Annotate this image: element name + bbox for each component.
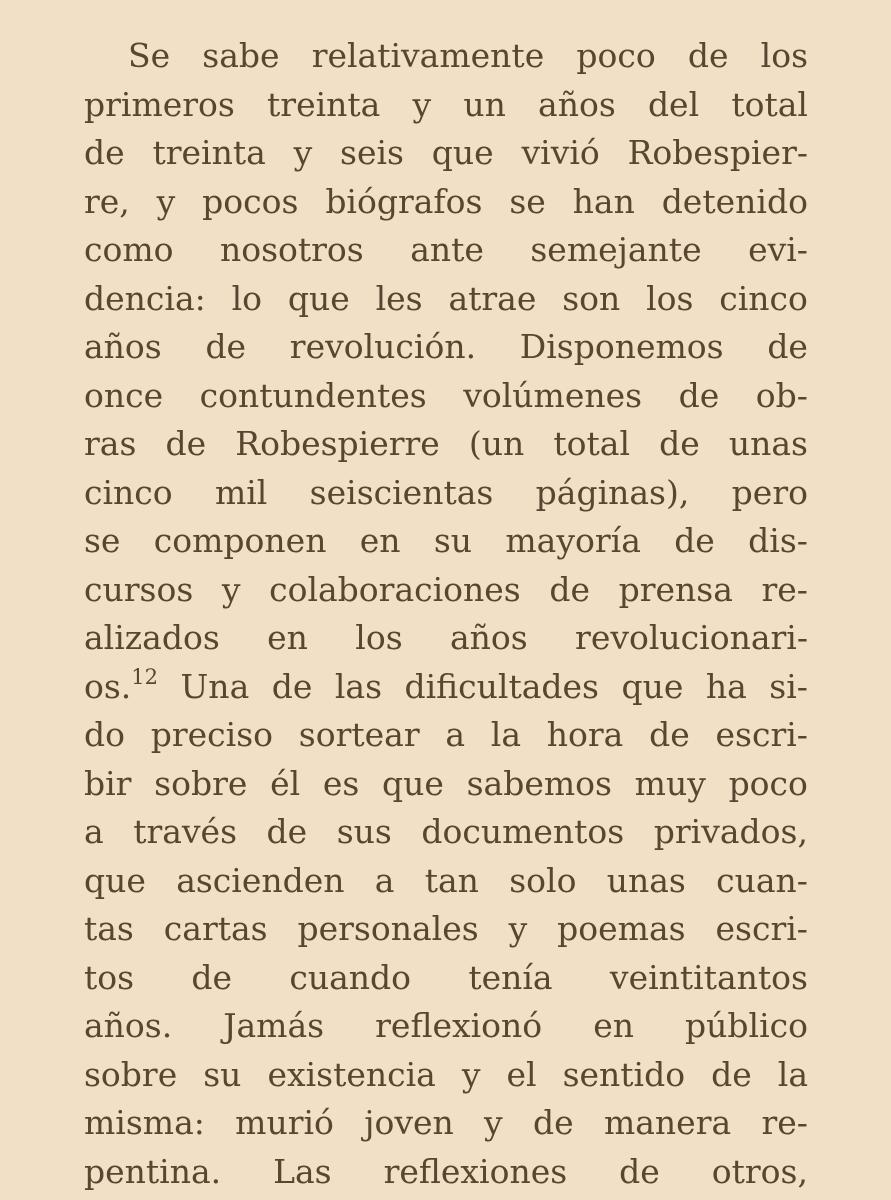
word: dis- (748, 521, 808, 560)
word: que (84, 860, 146, 900)
word: contundentes (199, 375, 427, 415)
text-line (84, 1051, 808, 1100)
word: a (84, 812, 104, 851)
word: preciso (150, 715, 274, 754)
word: de (649, 715, 690, 754)
word: cinco (719, 278, 808, 318)
word: total (731, 84, 808, 124)
word: (un (468, 424, 525, 463)
word: biógrafos (325, 181, 483, 221)
word-with-footnote (84, 663, 158, 712)
word: tas (84, 909, 134, 948)
word: privados, (653, 812, 808, 851)
word: unas (606, 860, 686, 900)
word: treinta (152, 133, 266, 172)
word: reflexionó (375, 1006, 543, 1045)
text-line (84, 129, 808, 178)
word: el (506, 1054, 537, 1094)
word: de (84, 133, 125, 172)
word: de (674, 521, 715, 560)
word: les (375, 278, 423, 318)
word: sabemos (466, 763, 612, 803)
word: de (678, 375, 720, 415)
word: solo (509, 860, 577, 900)
word: de (619, 1151, 660, 1191)
word: cuan- (716, 860, 808, 900)
word: años (84, 327, 162, 366)
text-line (84, 663, 808, 712)
text-line (84, 1099, 808, 1148)
word: semejante (530, 230, 702, 269)
word: páginas), (535, 472, 690, 512)
word: Jamás (223, 1006, 325, 1045)
word: revolucionari- (575, 618, 808, 657)
word: seiscientas (309, 472, 494, 512)
word: dificultades (404, 666, 599, 706)
word: joven (364, 1103, 454, 1142)
word: nosotros (219, 230, 364, 269)
text-line (84, 566, 808, 615)
word: tan (424, 860, 479, 900)
word: y (484, 1103, 503, 1142)
word: tos (84, 957, 135, 997)
word: público (685, 1006, 808, 1045)
word: escri- (715, 715, 808, 754)
word: Se (128, 36, 171, 75)
word: vivió (521, 133, 600, 172)
word: poco (728, 763, 808, 803)
word: ascienden (176, 860, 345, 900)
word: se (84, 521, 121, 560)
word: años. (84, 1006, 173, 1045)
word: existencia (267, 1054, 436, 1094)
word: unas (728, 424, 808, 463)
word: Robespier- (627, 133, 808, 172)
word: a (374, 860, 395, 900)
word: su (203, 1054, 242, 1094)
word: mayoría (505, 521, 641, 560)
word: cartas (163, 909, 268, 948)
word: años (449, 618, 528, 657)
word: misma: (84, 1103, 205, 1142)
word: colaboraciones (269, 569, 521, 609)
word: bir (84, 763, 132, 803)
word: manera (603, 1103, 732, 1142)
word: años (538, 84, 616, 124)
word: Robespierre (235, 424, 440, 463)
word: de (205, 327, 247, 366)
word: mil (214, 472, 268, 512)
word: y (221, 569, 241, 609)
word: prensa (618, 569, 733, 609)
word: si- (769, 666, 808, 706)
word: de (533, 1103, 574, 1142)
word: los (646, 278, 694, 318)
word: re- (761, 569, 808, 609)
word: de (767, 327, 808, 366)
word: poemas (557, 909, 686, 948)
word: Una (180, 666, 250, 706)
word: otros, (711, 1151, 808, 1191)
word: cuando (289, 957, 412, 997)
text-line (84, 275, 808, 324)
word: Las (273, 1151, 332, 1191)
word: de (711, 1054, 752, 1094)
word: ha (705, 666, 747, 706)
word: dencia: (84, 278, 206, 318)
word: de (549, 569, 590, 609)
word: relativamente (311, 36, 545, 75)
text-line (84, 857, 808, 906)
text-line (84, 81, 808, 130)
word: escri- (715, 909, 808, 948)
text-line (84, 905, 808, 954)
word: poco (576, 36, 656, 75)
word: revolución. (289, 327, 477, 366)
text-line (84, 954, 808, 1003)
word: muy (634, 763, 706, 803)
word: total (553, 424, 631, 463)
word: pero (731, 472, 808, 512)
word: de (659, 424, 700, 463)
word: de (687, 36, 729, 75)
text-line (84, 420, 808, 469)
text-line (84, 469, 808, 518)
word: de (191, 957, 233, 997)
word: reflexiones (383, 1151, 568, 1191)
text-line (84, 372, 808, 421)
word: él (270, 763, 301, 803)
word: volúmenes (463, 375, 643, 415)
word: ob- (755, 375, 808, 415)
text-line (84, 614, 808, 663)
word: lo (231, 278, 262, 318)
word: sobre (84, 1054, 178, 1094)
word: os. (84, 666, 132, 706)
word: y (156, 181, 176, 221)
word: sabe (202, 36, 280, 75)
text-line (84, 32, 808, 81)
word: evi- (748, 230, 808, 269)
word: Disponemos (519, 327, 724, 366)
word: es (322, 763, 360, 803)
word: sus (336, 812, 392, 851)
word: un (463, 84, 506, 124)
word: de (165, 424, 207, 463)
word: sobre (154, 763, 248, 803)
word: personales (297, 909, 479, 948)
word: han (572, 181, 635, 221)
word: que (431, 133, 494, 172)
word: se (509, 181, 546, 221)
word: del (647, 84, 700, 124)
word: alizados (84, 618, 220, 657)
text-line (84, 711, 808, 760)
word: de (266, 812, 308, 851)
word: y (508, 909, 528, 948)
text-line (84, 517, 808, 566)
word: como (84, 230, 174, 269)
text-line (84, 760, 808, 809)
word: primeros (84, 84, 235, 124)
word: detenido (661, 181, 808, 221)
word: los (760, 36, 808, 75)
word: en (267, 618, 308, 657)
word: ras (84, 424, 137, 463)
text-line (84, 1148, 808, 1197)
word: tenía (468, 957, 553, 997)
word: sentido (562, 1054, 686, 1094)
word: atrae (448, 278, 537, 318)
word: sortear (298, 715, 420, 754)
word: y (293, 133, 313, 172)
word: la (490, 715, 522, 754)
text-line (84, 323, 808, 372)
word: y (412, 84, 432, 124)
word: do (84, 715, 125, 754)
word: través (133, 812, 238, 851)
word: documentos (421, 812, 625, 851)
word: re, (84, 181, 130, 221)
word: ante (410, 230, 484, 269)
word: su (433, 521, 473, 560)
word: once (84, 375, 164, 415)
word: a (445, 715, 466, 754)
word: pocos (202, 181, 299, 221)
word: de (271, 666, 313, 706)
word: que (621, 666, 684, 706)
word: las (334, 666, 383, 706)
word: cinco (84, 472, 173, 512)
text-line (84, 808, 808, 857)
word: que (287, 278, 350, 318)
word: y (461, 1054, 481, 1094)
word: que (382, 763, 444, 803)
word: en (359, 521, 401, 560)
word: seis (340, 133, 404, 172)
text-line (84, 1002, 808, 1051)
text-line (84, 226, 808, 275)
word: veintitantos (609, 957, 808, 997)
word: treinta (267, 84, 381, 124)
text-line (84, 178, 808, 227)
word: cursos (84, 569, 194, 609)
word: los (355, 618, 403, 657)
word: son (562, 278, 621, 318)
word: murió (235, 1103, 334, 1142)
word: la (777, 1054, 808, 1094)
word: hora (546, 715, 624, 754)
body-paragraph (84, 32, 808, 1196)
word: re- (761, 1103, 808, 1142)
word: pentina. (84, 1151, 222, 1191)
word: componen (153, 521, 327, 560)
footnote-reference[interactable]: 12 (131, 664, 159, 689)
word: en (593, 1006, 634, 1045)
